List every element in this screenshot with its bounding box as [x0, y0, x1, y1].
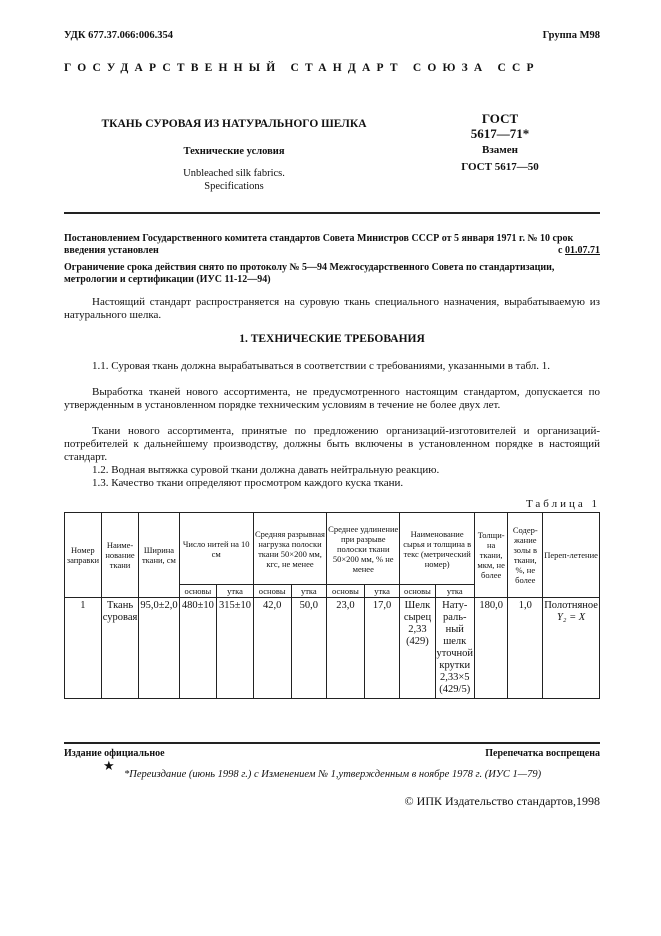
english-title-line1: Unbleached silk fabrics.: [183, 168, 285, 179]
subheader-weft: утка: [435, 585, 474, 598]
cell-number: 1: [65, 598, 102, 699]
reissue-note: *Переиздание (июнь 1998 г.) с Изменением № 1,утвержденным в ноябре 1978 г. (ИУС 1—79): [124, 769, 542, 780]
validity-limit-note: Ограничение срока действия снято по протоколу № 5—94 Межгосударственного Совета по стандартизации, метрологии и сертификации (ИУС 11-12—94): [64, 262, 555, 285]
decree-effective-date: с 01.07.71: [558, 245, 600, 256]
gost-code: 5617—71*: [470, 126, 530, 141]
subheader-warp: основы: [400, 585, 435, 598]
cell-raw-warp: Шелк сырец 2,33 (429): [400, 598, 435, 699]
reprint-prohibited-label: Перепечатка воспрещена: [485, 748, 600, 759]
intro-paragraph: Настоящий стандарт распространяется на суровую ткань специального назначения, вырабатываемую из натурального шелка.: [64, 296, 600, 321]
weave-formula: Y₂ = X: [556, 612, 586, 623]
udk-code: УДК 677.37.066:006.354: [64, 30, 173, 41]
cell-width: 95,0±2,0: [139, 598, 179, 699]
section-1-title: 1. ТЕХНИЧЕСКИЕ ТРЕБОВАНИЯ: [239, 333, 425, 345]
header-raw-material: Наименование сырья и толщина в текс (метрический номер): [400, 513, 475, 585]
official-edition-label: Издание официальное: [64, 748, 165, 759]
cell-ash: 1,0: [508, 598, 543, 699]
cell-elong-weft: 17,0: [364, 598, 400, 699]
english-title-line2: Specifications: [204, 181, 264, 192]
cell-load-warp: 42,0: [253, 598, 291, 699]
header-breaking-load: Средняя разрывная нагрузка полоски ткани 50×200 мм, кгс, не менее: [253, 513, 326, 585]
header-elongation: Среднее удлинение при разрыве полоски ткани 50×200 мм, % не менее: [327, 513, 400, 585]
cell-elong-warp: 23,0: [327, 598, 365, 699]
paragraph-new-assortment: Выработка тканей нового ассортимента, не предусмотренного настоящим стандартом, допускается по утвержденным в установленном порядке техническим условиям в течение не более двух лет.: [64, 386, 600, 411]
cell-threads-warp: 480±10: [179, 598, 217, 699]
table-caption: Таблица 1: [525, 498, 600, 510]
paragraph-accepted-fabrics: Ткани нового ассортимента, принятые по предложению организаций-изготовителей и организаций-потребителей к дальнейшему производству, должны быть включены в установленном порядке в настоящий стандарт.: [64, 425, 600, 463]
document-subtitle: Технические условия: [183, 146, 285, 157]
gost-number: [450, 111, 550, 141]
clause-1-3: 1.3. Качество ткани определяют просмотром каждого куска ткани.: [92, 477, 404, 489]
star-icon: ★: [103, 758, 115, 773]
cell-load-weft: 50,0: [291, 598, 327, 699]
clause-1-1: 1.1. Суровая ткань должна вырабатываться в соответствии с требованиями, указанными в табл. 1.: [92, 360, 551, 372]
cell-name: Ткань суровая: [101, 598, 139, 699]
cell-thickness: 180,0: [474, 598, 507, 699]
subheader-warp: основы: [253, 585, 291, 598]
header-thickness: Толщи-на ткани, мкм, не более: [474, 513, 507, 598]
decree-effective-label: введения установлен: [64, 245, 159, 256]
replaced-gost: ГОСТ 5617—50: [461, 161, 539, 173]
divider-top: [64, 212, 600, 214]
weave-type: Полотняное: [544, 600, 598, 611]
gost-label: ГОСТ: [481, 111, 519, 126]
document-title: ТКАНЬ СУРОВАЯ ИЗ НАТУРАЛЬНОГО ШЕЛКА: [101, 118, 367, 130]
cell-weave: [543, 598, 600, 699]
subheader-weft: утка: [364, 585, 400, 598]
table-row: [65, 598, 600, 699]
group-code: Группа М98: [542, 30, 600, 41]
copyright-line: © ИПК Издательство стандартов,1998: [404, 794, 600, 808]
replaces-label: Взамен: [482, 144, 518, 156]
state-standard-heading: ГОСУДАРСТВЕННЫЙ СТАНДАРТ СОЮЗА ССР: [64, 62, 540, 74]
decree-line2: [64, 245, 600, 257]
header-number: Номер заправки: [65, 513, 102, 598]
cell-raw-weft: Нату-раль-ный шелк уточной крутки 2,33×5 (429/5): [435, 598, 474, 699]
divider-bottom: [64, 742, 600, 744]
subheader-weft: утка: [291, 585, 327, 598]
header-ash-content: Содер-жание золы в ткани, %, не более: [508, 513, 543, 598]
header-weave: Переп-летение: [543, 513, 600, 598]
header-threads: Число нитей на 10 см: [179, 513, 253, 585]
cell-threads-weft: 315±10: [217, 598, 254, 699]
clause-1-2: 1.2. Водная вытяжка суровой ткани должна давать нейтральную реакцию.: [92, 464, 440, 476]
subheader-warp: основы: [327, 585, 365, 598]
header-width: Ширина ткани, см: [139, 513, 179, 598]
subheader-warp: основы: [179, 585, 217, 598]
decree-line1: Постановлением Государственного комитета стандартов Совета Министров СССР от 5 января 1971 г. № 10 срок: [64, 233, 574, 244]
requirements-table: [64, 512, 600, 699]
subheader-weft: утка: [217, 585, 254, 598]
header-name: Наиме-нование ткани: [101, 513, 139, 598]
